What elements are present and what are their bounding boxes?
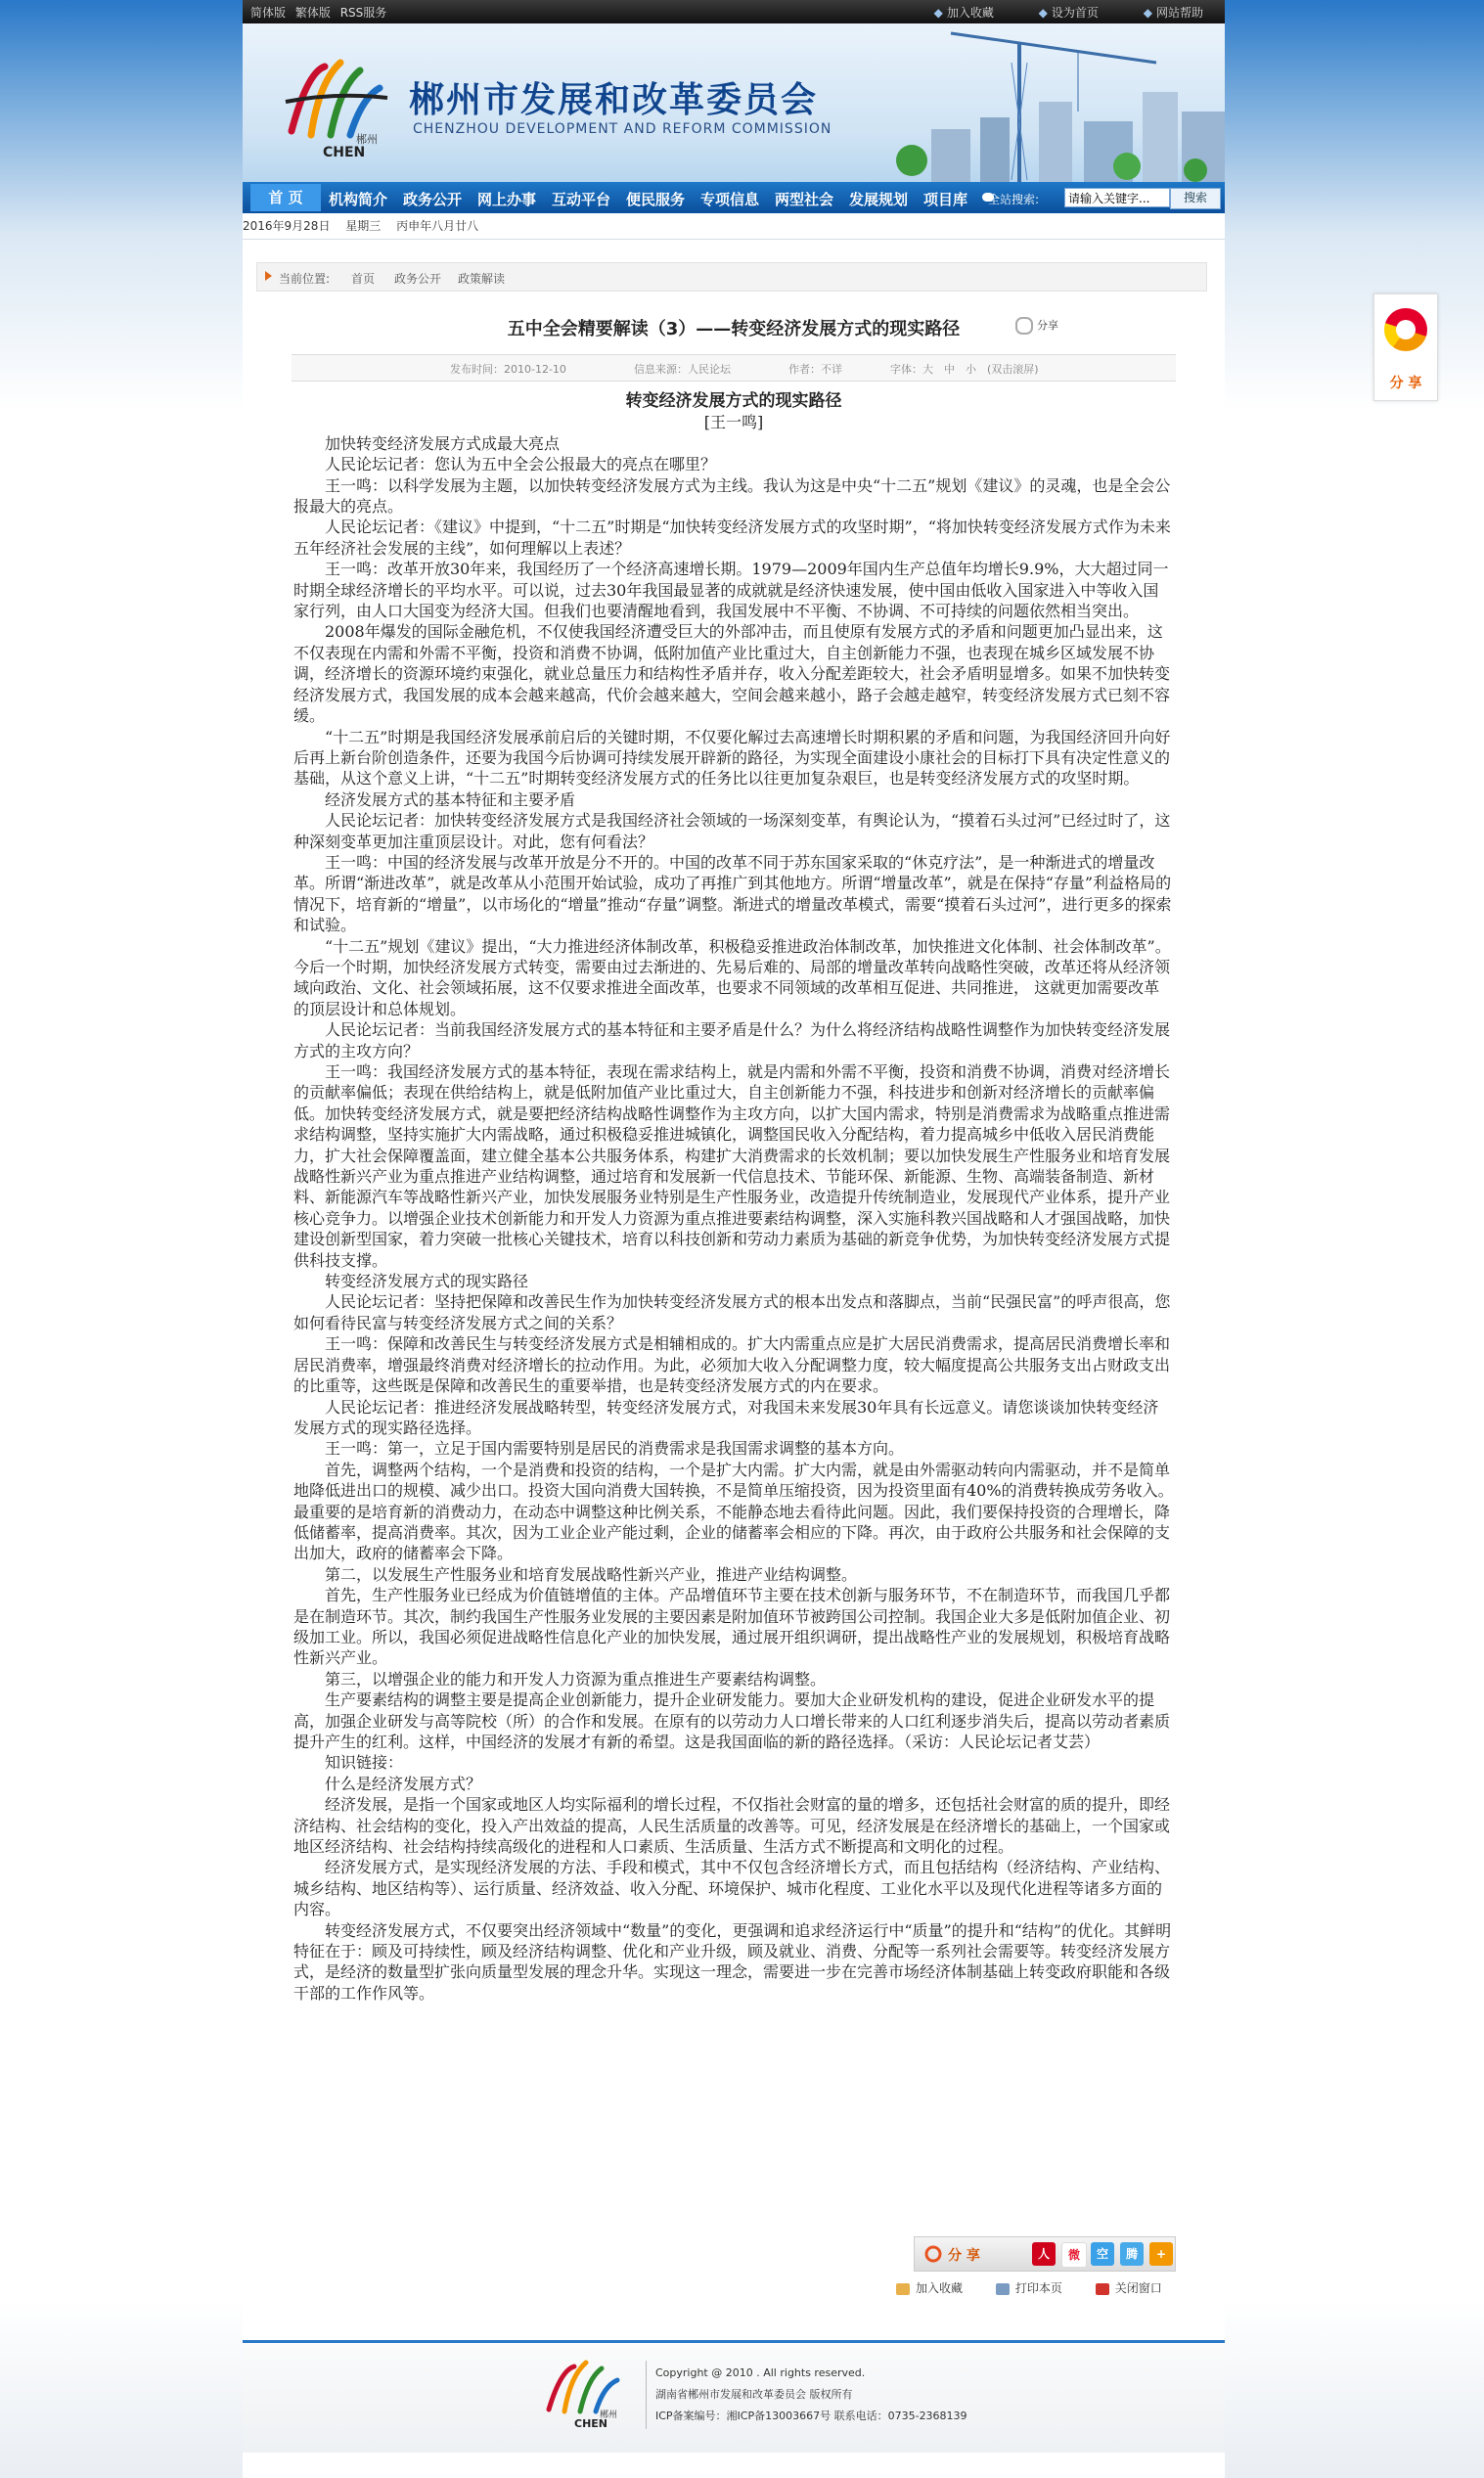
- search-label: 全站搜索:: [988, 193, 1040, 206]
- breadcrumb-home[interactable]: 首页: [351, 272, 376, 286]
- nav-item-about[interactable]: 机构简介: [329, 191, 388, 208]
- article-paragraph: 人民论坛记者：推进经济发展战略转型，转变经济发展方式，对我国未来发展30年具有长远意义。请您谈谈加快转变经济发展方式的现实路径选择。: [293, 1397, 1159, 1437]
- date-gregorian: 2016年9月28日: [243, 219, 331, 233]
- more-share-icon[interactable]: +: [1149, 2242, 1173, 2266]
- nav-home[interactable]: 首 页: [250, 184, 321, 211]
- article-byline: [王一鸣]: [703, 413, 764, 432]
- article-paragraph: “十二五”规划《建议》提出，“大力推进经济体制改革，积极稳妥推进政治体制改革，加快推进文化体制、社会体制改革”。今后一个时期，加快经济发展方式转变，需要由过去渐进的、先易后难的、局部的增量改革转向战略性突破，改革还将从经济领域向政治、文化、社会领域拓展，这不仅要求推进全面改革，也要求不同领域的改革相互促进、共同推进， 这就更加需要改革的顶层设计和总体规划。: [293, 936, 1171, 1018]
- footer-owner: 湖南省郴州市发展和改革委员会 版权所有: [655, 2388, 853, 2401]
- article-body: [293, 391, 1174, 2004]
- nav-item-online-service[interactable]: 网上办事: [477, 191, 537, 208]
- date-bar: [243, 217, 490, 234]
- article-paragraph: 人民论坛记者：坚持把保障和改善民生作为加快转变经济发展方式的根本出发点和落脚点，当前“民强民富”的呼声很高，您如何看待民富与转变经济发展方式之间的关系？: [293, 1292, 1171, 1332]
- article-paragraph: 生产要素结构的调整主要是提高企业创新能力，提升企业研发能力。要加大企业研发机构的建设，促进企业研发水平的提高，加强企业研发与高等院校（所）的合作和发展。在原有的以劳动力人口增长带来的人口红利逐步消失后，提高以劳动者素质提升产生的红利。这样，中国经济的发展才有新的希望。这是我国面临的新的路径选择。（采访：人民论坛记者艾芸）: [293, 1690, 1171, 1751]
- help-link[interactable]: ◆ 网站帮助: [1143, 6, 1203, 20]
- article-paragraph: 转变经济发展方式，不仅要突出经济领域中“数量”的变化，更强调和追求经济运行中“质量”的提升和“结构”的优化。其鲜明特征在于：顾及可持续性，顾及经济结构调整、优化和产业升级，顾及就业、消费、分配等一系列社会需要等。转变经济发展方式，是经济的数量型扩张向质量型发展的理念升华。实现这一理念，需要进一步在完善市场经济体制基础上转变政府职能和各级干部的工作作风等。: [293, 1920, 1172, 2003]
- print-button[interactable]: 打印本页: [996, 2279, 1062, 2296]
- tencent-icon[interactable]: 腾: [1120, 2242, 1144, 2266]
- top-bar: [243, 0, 1225, 23]
- qzone-icon[interactable]: 空: [1091, 2242, 1114, 2266]
- rss-link[interactable]: RSS服务: [339, 6, 387, 20]
- date-lunar: 丙申年八月廿八: [396, 219, 479, 233]
- date-weekday: 星期三: [345, 219, 382, 233]
- article-paragraphs: [293, 433, 1174, 2004]
- nav-item-projects[interactable]: 项目库: [923, 191, 968, 208]
- breadcrumb-label: 当前位置:: [279, 272, 331, 286]
- article-paragraph: 人民论坛记者：加快转变经济发展方式是我国经济社会领域的一场深刻变革，有舆论认为，“摸着石头过河”已经过时了，这种深刻变革更加注重顶层设计。对此，您有何看法？: [293, 811, 1171, 851]
- share-mini-button[interactable]: [1015, 317, 1058, 335]
- site-subtitle: CHENZHOU DEVELOPMENT AND REFORM COMMISSION: [413, 121, 832, 137]
- article-paragraph: 首先，调整两个结构，一个是消费和投资的结构，一个是扩大内需。扩大内需，就是由外需驱动转向内需驱动，并不是简单地降低进出口的规模、减少出口。投资大国向消费大国转换，不是简单压缩投资，因为投资里面有40%的消费转换成劳务收入。最重要的是培育新的消费动力，在动态中调整这种比例关系，不能静态地去看待此问题。因此，我们要保持投资的合理增长，降低储蓄率，提高消费率。其次，因为工业企业产能过剩，企业的储蓄率会相应的下降。再次，由于政府公共服务和社会保障的支出加大，政府的储蓄率会下降。: [293, 1460, 1174, 1563]
- top-left-links: [250, 4, 392, 21]
- main-nav: [243, 182, 1225, 213]
- article-paragraph: 转变经济发展方式的现实路径: [325, 1272, 529, 1291]
- article-tools: [896, 2279, 1192, 2296]
- article-paragraph: 加快转变经济发展方式成最大亮点: [325, 433, 561, 453]
- share-mini-label: 分享: [1037, 319, 1058, 332]
- set-homepage-link[interactable]: ◆ 设为首页: [1038, 6, 1099, 20]
- simplified-link[interactable]: 简体版: [250, 6, 287, 20]
- nav-item-special-info[interactable]: 专项信息: [700, 191, 760, 208]
- share-icon: [1015, 317, 1033, 335]
- article-paragraph: 经济发展方式，是实现经济发展的方法、手段和模式，其中不仅包含经济增长方式，而且包括结构（经济结构、产业结构、城乡结构、地区结构等）、运行质量、经济效益、收入分配、环境保护、城市化程度、工业化水平以及现代化进程等诸多方面的内容。: [293, 1858, 1171, 1919]
- renren-icon[interactable]: 人: [1032, 2242, 1056, 2266]
- search-button[interactable]: 搜索: [1170, 188, 1221, 209]
- nav-item-interaction[interactable]: 互动平台: [552, 191, 611, 208]
- nav-item-public-service[interactable]: 便民服务: [626, 191, 686, 208]
- header-banner: [243, 23, 1225, 182]
- favorite-icon: [896, 2283, 910, 2295]
- article-meta: [292, 354, 1176, 382]
- article-paragraph: 王一鸣：中国的经济发展与改革开放是分不开的。中国的改革不同于苏东国家采取的“休克疗法”，是一种渐进式的增量改革。所谓“渐进改革”，就是改革从小范围开始试验，成功了再推广到其他地方。所谓“增量改革”，就是在保持“存量”利益格局的情况下，培育新的“增量”，以市场化的“增量”推动“存量”调整。渐进式的增量改革模式，需要“摸着石头过河”，进行更多的探索和试验。: [293, 852, 1172, 935]
- share-logo-icon: [924, 2245, 942, 2263]
- banner-illustration: [833, 23, 1225, 182]
- article-paragraph: 人民论坛记者：当前我国经济发展方式的基本特征和主要矛盾是什么？为什么将经济结构战略性调整作为加快转变经济发展方式的主攻方向？: [293, 1020, 1171, 1060]
- divider: [243, 239, 1225, 240]
- share-bar-label: 分 享: [948, 2248, 980, 2264]
- article-paragraph: 什么是经济发展方式？: [325, 1774, 482, 1793]
- arrow-icon: [265, 271, 272, 281]
- help-icon: ◆: [1143, 6, 1152, 20]
- traditional-link[interactable]: 繁体版: [294, 6, 331, 20]
- site-title: 郴州市发展和改革委员会: [409, 80, 819, 120]
- footer-icp: ICP备案编号：湘ICP备13003667号 联系电话：0735-2368139: [655, 2410, 967, 2422]
- meta-source: 信息来源：人民论坛: [634, 363, 731, 376]
- article-paragraph: 人民论坛记者：《建议》中提到，“十二五”时期是“加快转变经济发展方式的攻坚时期”，“将加快转变经济发展方式作为未来五年经济社会发展的主线”，如何理解以上表述？: [293, 518, 1171, 558]
- nav-item-gov-affairs[interactable]: 政务公开: [403, 191, 463, 208]
- article-paragraph: 经济发展，是指一个国家或地区人均实际福利的增长过程，不仅指社会财富的量的增多，还包括社会财富的质的提升，即经济结构、社会结构的变化，投入产出效益的提高，人民生活质量的改善等。可见，经济发展是在经济增长的基础上，一个国家或地区经济结构、社会结构持续高级化的进程和人口素质、生活质量、生活方式不断提高和文明化的过程。: [293, 1795, 1171, 1857]
- article-paragraph: 第三，以增强企业的能力和开发人力资源为重点推进生产要素结构调整。: [325, 1669, 827, 1689]
- nav-item-planning[interactable]: 发展规划: [849, 191, 909, 208]
- footer-divider: [646, 2361, 647, 2429]
- share-logo-icon: [1384, 308, 1427, 351]
- article-paragraph: 王一鸣：我国经济发展方式的基本特征，表现在需求结构上，就是内需和外需不平衡，投资和消费不协调，消费对经济增长的贡献率偏低；表现在供给结构上，就是低附加值产业比重过大，自主创新能力不强，科技进步和创新对经济增长的贡献率偏低。加快转变经济发展方式，就是要把经济结构战略性调整作为主攻方向，以扩大国内需求，特别是消费需求为战略重点推进需求结构调整，坚持实施扩大内需战略，通过积极稳妥推进城镇化，调整国民收入分配结构，着力提高城乡中低收入居民消费能力，扩大社会保障覆盖面，建立健全基本公共服务体系，构建扩大消费需求的长效机制；要以加快发展生产性服务业和培育发展战略性新兴产业为重点推进产业结构调整，通过培育和发展新一代信息技术、节能环保、新能源、生物、高端装备制造、新材料、新能源汽车等战略性新兴产业，加快发展服务业特别是生产性服务业，改造提升传统制造业，发展现代产业体系，提升产业核心竞争力。以增强企业技术创新能力和开发人力资源为重点推进要素结构调整，深入实施科教兴国战略和人才强国战略，加快建设创新型国家，着力突破一批核心关键技术，培育以科技创新和劳动力素质为基础的新竞争优势，为加快转变经济发展方式提供科技支撑。: [293, 1062, 1171, 1270]
- add-favorite-button[interactable]: 加入收藏: [896, 2279, 963, 2296]
- article-paragraph: 第二，以发展生产性服务业和培育发展战略性新兴产业，推进产业结构调整。: [325, 1564, 858, 1584]
- home-icon: ◆: [1038, 6, 1048, 20]
- footer: [243, 2340, 1225, 2453]
- page-shell: [243, 0, 1225, 2478]
- article-paragraph: 王一鸣：改革开放30年来，我国经历了一个经济高速增长期。1979—2009年国内生产总值年均增长9.9%，大大超过同一时期全球经济增长的平均水平。可以说，过去30年我国最显著的成就就是经济快速发展，使中国由低收入国家进入中等收入国家行列，由人口大国变为经济大国。但我们也要清醒地看到，我国发展中不平衡、不协调、不可持续的问题依然相当突出。: [293, 560, 1169, 621]
- article-paragraph: 王一鸣：第一，立足于国内需要特别是居民的消费需求是我国需求调整的基本方向。: [325, 1439, 905, 1459]
- search-input[interactable]: [1064, 188, 1170, 207]
- footer-text: [655, 2363, 967, 2427]
- print-icon: [996, 2283, 1010, 2295]
- bookmark-link[interactable]: ◆ 加入收藏: [933, 6, 994, 20]
- breadcrumb: [256, 262, 1207, 292]
- breadcrumb-policy[interactable]: 政策解读: [458, 272, 506, 286]
- logo-text-en: CHEN: [323, 145, 366, 160]
- article-paragraph: “十二五”时期是我国经济发展承前启后的关键时期，不仅要化解过去高速增长时期积累的矛盾和问题，为我国经济回升向好后再上新台阶创造条件，还要为我国今后协调可持续发展开辟新的路径，为实现全面建设小康社会的目标打下具有决定性意义的基础，从这个意义上讲，“十二五”时期转变经济发展方式的任务比以往更加复杂艰巨，也是转变经济发展方式的攻坚时期。: [293, 727, 1171, 788]
- meta-font-size[interactable]: 字体：大 中 小 (双击滚屏): [890, 363, 1039, 376]
- nav-item-two-type-society[interactable]: 两型社会: [775, 191, 834, 208]
- meta-time: 发布时间：2010-12-10: [450, 363, 566, 376]
- article-paragraph: 2008年爆发的国际金融危机，不仅使我国经济遭受巨大的外部冲击，而且使原有发展方式的矛盾和问题更加凸显出来，这不仅表现在内需和外需不平衡，投资和消费不协调，低附加值产业比重过大，自主创新能力不强，也表现在城乡区域发展不协调，经济增长的资源环境约束强化，就业总量压力和结构性矛盾并存，收入分配差距较大，社会矛盾明显增多。如果不加快转变经济发展方式，我国发展的成本会越来越高，代价会越来越大，空间会越来越小，路子会越走越窄，转变经济发展方式已刻不容缓。: [293, 622, 1171, 726]
- article-paragraph: 经济发展方式的基本特征和主要矛盾: [325, 789, 576, 809]
- article-heading: 转变经济发展方式的现实路径: [625, 391, 842, 411]
- floating-share-label: 分 享: [1389, 376, 1422, 391]
- footer-logo: [541, 2357, 629, 2429]
- breadcrumb-gov-affairs[interactable]: 政务公开: [394, 272, 442, 286]
- weibo-icon[interactable]: 微: [1061, 2242, 1087, 2268]
- logo-text-cn: 郴州: [356, 133, 378, 146]
- meta-author: 作者：不详: [788, 363, 842, 376]
- article-title: 五中全会精要解读（3）——转变经济发展方式的现实路径: [507, 319, 961, 339]
- share-bar: [914, 2236, 1176, 2272]
- site-logo[interactable]: [278, 53, 395, 160]
- star-icon: ◆: [933, 6, 943, 20]
- close-window-button[interactable]: 关闭窗口: [1096, 2279, 1162, 2296]
- svg-text:CHEN: CHEN: [574, 2417, 607, 2429]
- close-icon: [1096, 2283, 1109, 2295]
- footer-copyright: Copyright @ 2010 . All rights reserved.: [655, 2366, 866, 2379]
- article-paragraph: 人民论坛记者：您认为五中全会公报最大的亮点在哪里？: [325, 455, 717, 474]
- floating-share-button[interactable]: [1373, 293, 1438, 401]
- article-paragraph: 王一鸣：保障和改善民生与转变经济发展方式是相辅相成的。扩大内需重点应是扩大居民消费需求，提高居民消费增长率和居民消费率，增强最终消费对经济增长的拉动作用。为此，必须加大收入分配调整力度，较大幅度提高公共服务支出占财政支出的比重等，这些既是保障和改善民生的重要举措，也是转变经济发展方式的内在要求。: [293, 1334, 1171, 1396]
- article-paragraph: 王一鸣：以科学发展为主题，以加快转变经济发展方式为主线。我认为这是中央“十二五”规划《建议》的灵魂，也是全会公报最大的亮点。: [293, 475, 1171, 517]
- top-right-links: [893, 4, 1203, 21]
- svg-text:郴州: 郴州: [600, 2410, 618, 2420]
- article-paragraph: 首先，生产性服务业已经成为价值链增值的主体。产品增值环节主要在技术创新与服务环节，不在制造环节，而我国几乎都是在制造环节。其次，制约我国生产性服务业发展的主要因素是附加值环节被跨国公司控制。我国企业大多是低附加值企业、初级加工业。所以，我国必须促进战略性信息化产业的加快发展，通过展开组织调研，提出战略性产业的发展规划，积极培育战略性新兴产业。: [293, 1586, 1171, 1668]
- article-paragraph: 知识链接：: [325, 1753, 404, 1773]
